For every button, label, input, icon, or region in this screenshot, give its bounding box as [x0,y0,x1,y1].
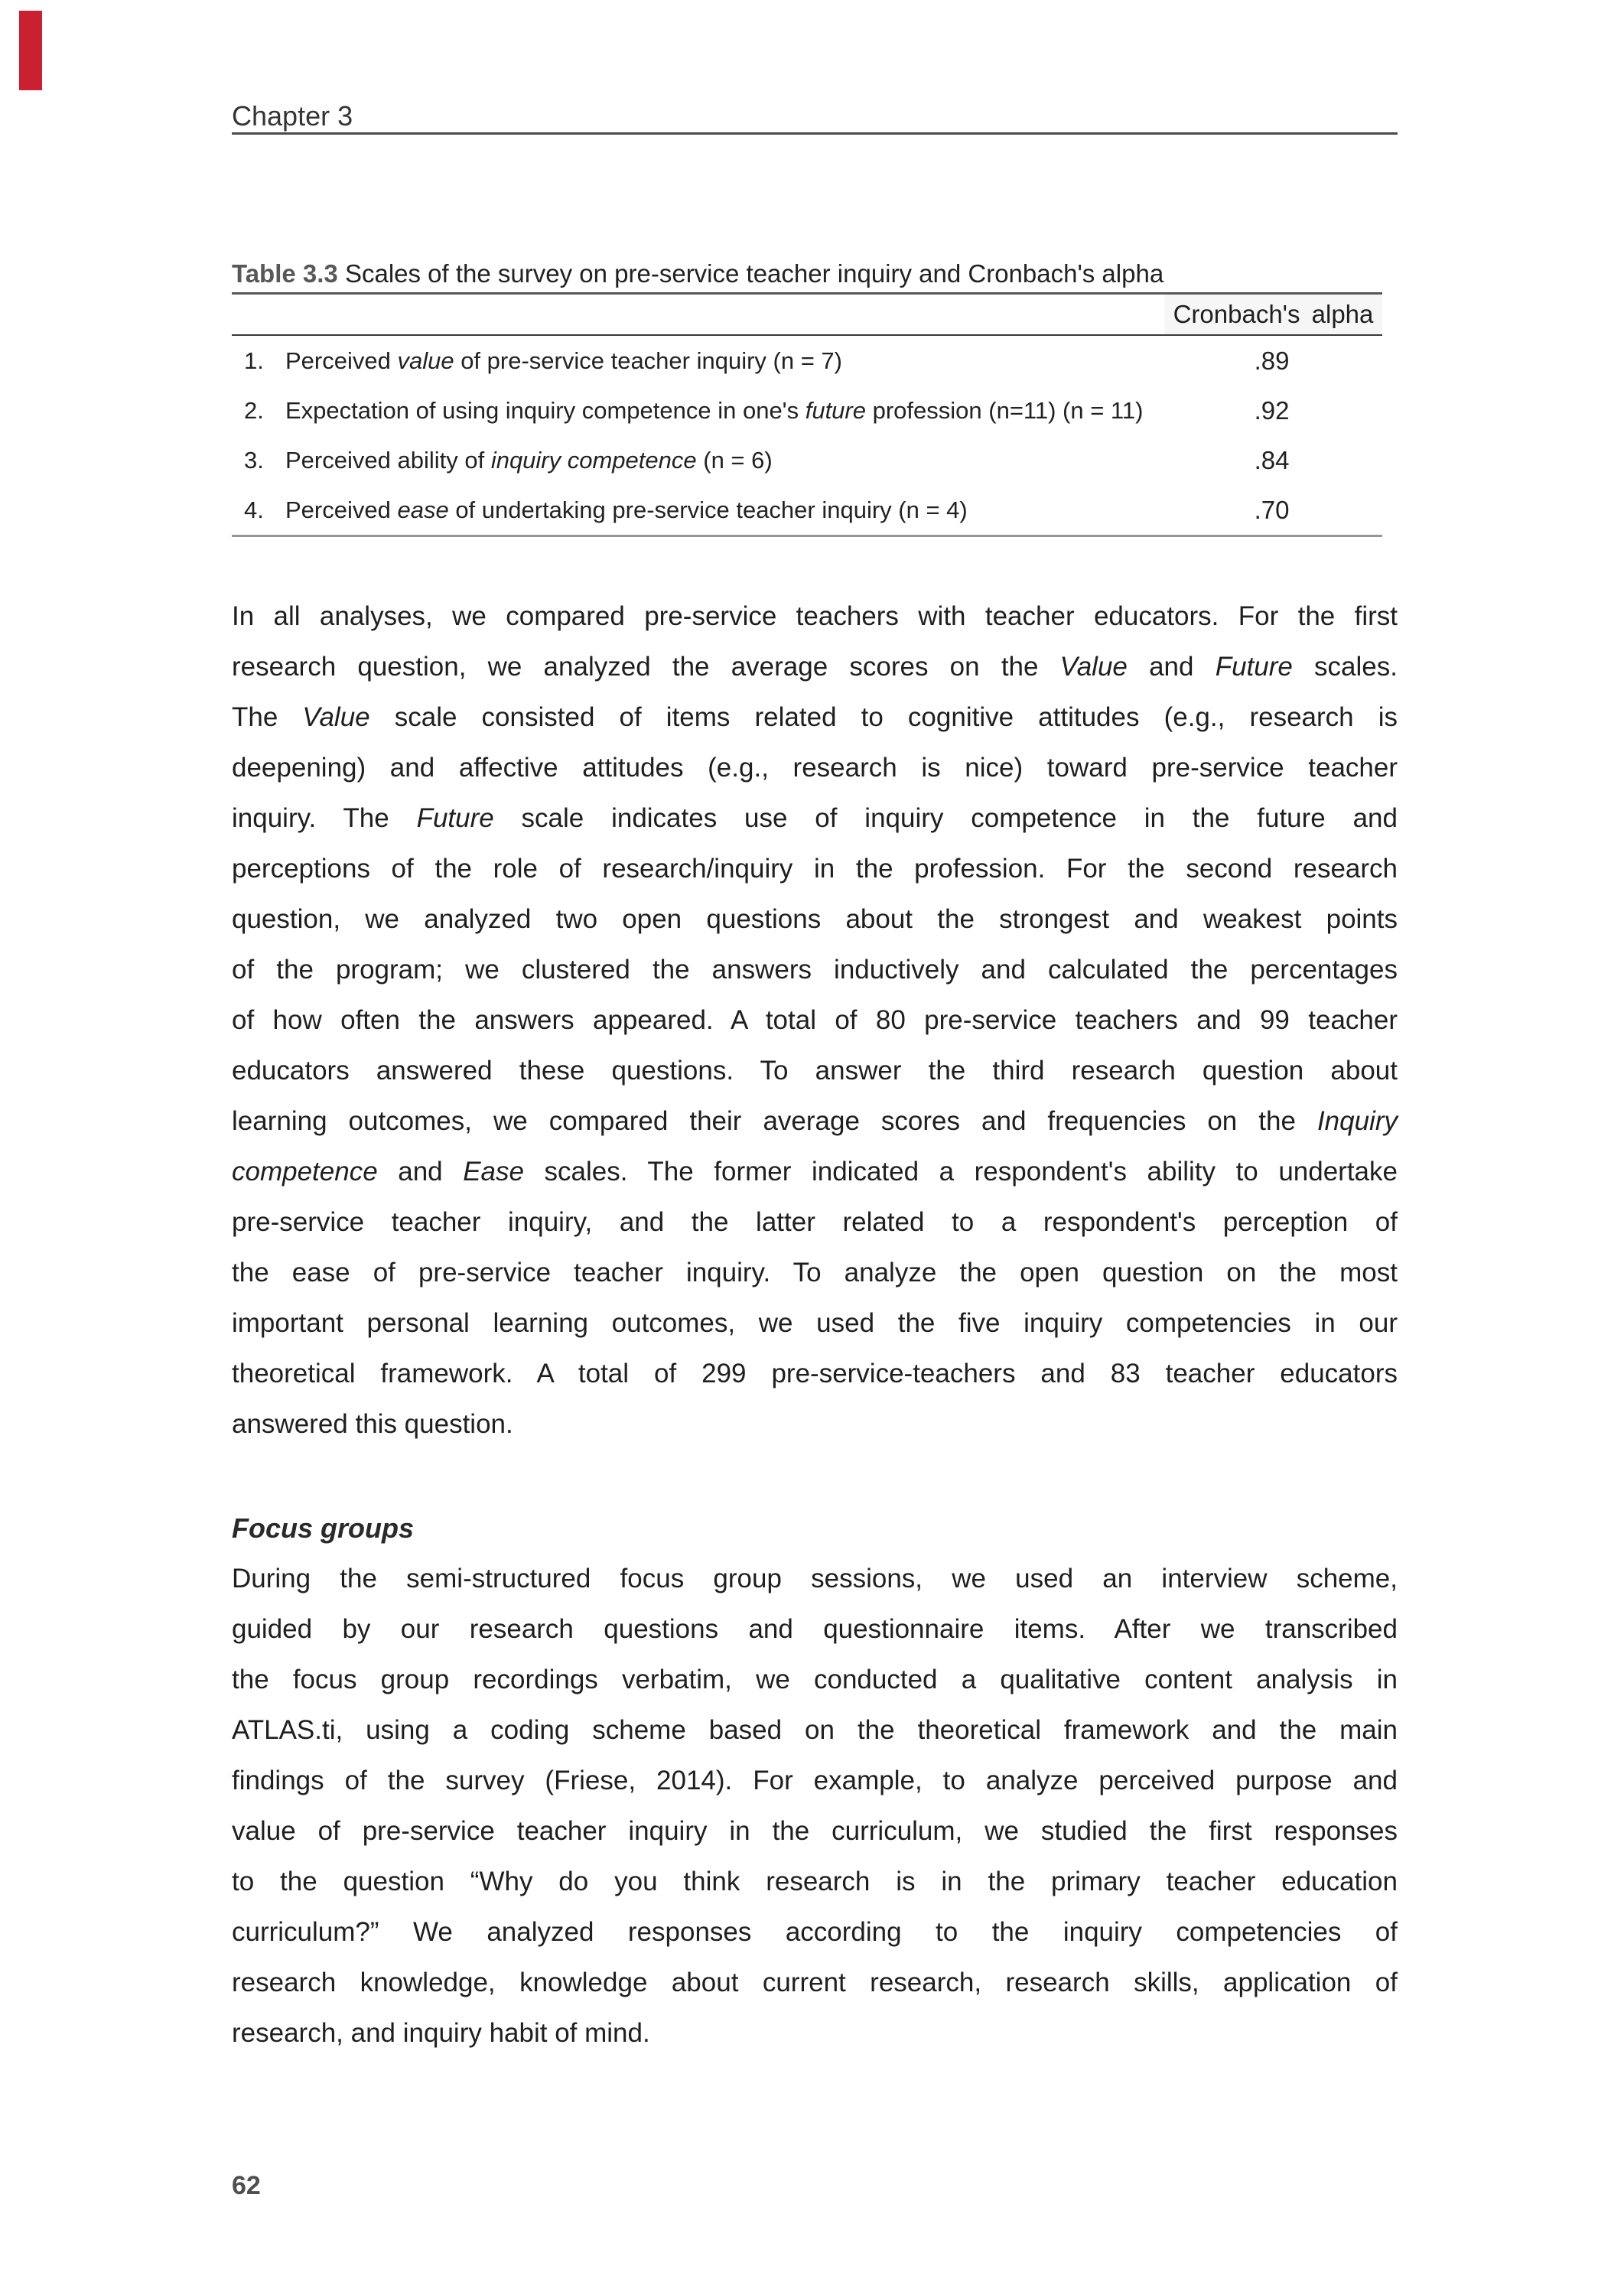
row-number: 2. [244,396,264,424]
paragraph-line: inquiry. The Future scale indicates use of inquiry competence in the future and [232,803,1398,833]
chapter-edge-tab [19,11,42,90]
paragraph-line: educators answered these questions. To answer the third research question about [232,1056,1398,1086]
row-alpha-value: .89 [1254,346,1290,375]
paragraph-line: value of pre-service teacher inquiry in the curriculum, we studied the first responses [232,1816,1398,1846]
paragraph-line: guided by our research questions and questionnaire items. After we transcribed [232,1614,1398,1644]
table-row [232,386,1382,435]
table-row [232,435,1382,485]
paragraph-line: answered this question. [232,1409,513,1439]
paragraph-line: During the semi-structured focus group sessions, we used an interview scheme, [232,1564,1398,1593]
paragraph-analyses [232,591,1398,1450]
section-heading-focus-groups: Focus groups [232,1512,415,1544]
page-number: 62 [232,2171,261,2200]
paragraph-line: In all analyses, we compared pre-service teachers with teacher educators. For the first [232,601,1398,631]
table-header-cronbach-alpha: Cronbach's alpha [1161,295,1382,334]
paragraph-line: theoretical framework. A total of 299 pre-service-teachers and 83 teacher educators [232,1359,1398,1388]
paragraph-line: important personal learning outcomes, we used the five inquiry competencies in our [232,1308,1398,1338]
row-number: 3. [244,446,264,474]
table-body [232,336,1382,535]
table-header-spacer-cell [232,295,1161,334]
table-row [232,336,1382,386]
paragraph-line: perceptions of the role of research/inquiry in the profession. For the second research [232,854,1398,884]
paragraph-line: the ease of pre-service teacher inquiry. To analyze the open question on the most [232,1258,1398,1287]
paragraph-focus-groups [232,1554,1398,2059]
paragraph-line: research knowledge, knowledge about current research, research skills, application of [232,1968,1398,1997]
table-row [232,485,1382,535]
table-caption [232,258,1398,290]
row-number: 4. [244,496,264,523]
row-alpha-value: .70 [1254,495,1290,524]
row-scale-text: Perceived ability of inquiry competence (n = 6) [285,446,773,474]
table-caption-label: Table 3.3 [232,259,338,288]
paragraph-line: curriculum?” We analyzed responses according to the inquiry competencies of [232,1917,1398,1947]
paragraph-line: of how often the answers appeared. A total of 80 pre-service teachers and 99 teacher [232,1005,1398,1035]
cronbach-table [232,292,1382,537]
paragraph-line: The Value scale consisted of items related to cognitive attitudes (e.g., research is [232,702,1398,732]
paragraph-line: competence and Ease scales. The former indicated a respondent's ability to undertake [232,1157,1398,1187]
row-alpha-value: .92 [1254,396,1290,425]
row-alpha-value: .84 [1254,445,1290,474]
paragraph-line: findings of the survey (Friese, 2014). For example, to analyze perceived purpose and [232,1766,1398,1795]
paragraph-line: learning outcomes, we compared their average scores and frequencies on the Inquiry [232,1106,1398,1136]
row-scale-text: Perceived value of pre-service teacher inquiry (n = 7) [285,347,842,374]
paragraph-line: research, and inquiry habit of mind. [232,2018,650,2048]
running-header-chapter: Chapter 3 [232,100,1398,135]
paragraph-line: to the question “Why do you think research is in the primary teacher education [232,1867,1398,1896]
row-scale-text: Perceived ease of undertaking pre-service teacher inquiry (n = 4) [285,496,968,523]
paragraph-line: the focus group recordings verbatim, we conducted a qualitative content analysis in [232,1665,1398,1694]
table-caption-text: Scales of the survey on pre-service teacher inquiry and Cronbach's alpha [344,259,1164,288]
paragraph-line: ATLAS.ti, using a coding scheme based on the theoretical framework and the main [232,1715,1398,1745]
paragraph-line: deepening) and affective attitudes (e.g., research is nice) toward pre-service teacher [232,753,1398,783]
paragraph-line: question, we analyzed two open questions about the strongest and weakest points [232,904,1398,934]
paragraph-line: research question, we analyzed the average scores on the Value and Future scales. [232,652,1398,682]
page-content [232,100,1398,2059]
paragraph-line: of the program; we clustered the answers inductively and calculated the percentages [232,955,1398,985]
row-number: 1. [244,347,264,374]
row-scale-text: Expectation of using inquiry competence in one's future profession (n=11) (n = 11) [285,396,1144,424]
table-header-row [232,295,1382,336]
paragraph-line: pre-service teacher inquiry, and the latter related to a respondent's perception of [232,1207,1398,1237]
